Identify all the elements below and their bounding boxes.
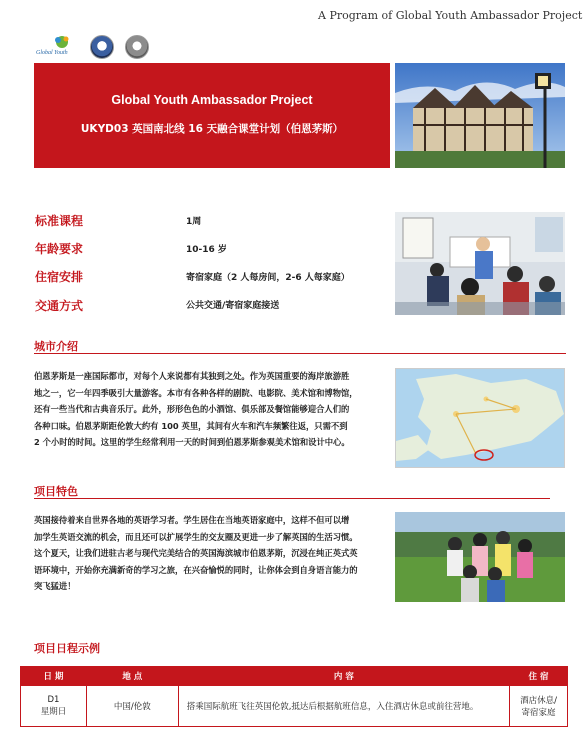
banner-title: Global Youth Ambassador Project xyxy=(111,93,313,107)
city-section-title: 城市介绍 xyxy=(34,340,78,353)
schedule-section-title: 项目日程示例 xyxy=(34,642,100,655)
cell-lodging xyxy=(510,686,568,727)
cell-content: 搭乘国际航班飞往英国伦敦,抵达后根据航班信息，入住酒店休息或前往营地。 xyxy=(178,686,509,727)
column-header-content: 内 容 xyxy=(178,667,509,686)
features-section-divider xyxy=(34,498,550,499)
cell-date xyxy=(21,686,87,727)
city-line: 各种口味。伯恩茅斯距伦敦大约有 100 英里，其间有火车和汽车频繁往返，只需不到 xyxy=(34,420,348,431)
column-header-place: 地 点 xyxy=(86,667,178,686)
info-value-lodging: 寄宿家庭（2 人每房间，2-6 人每家庭） xyxy=(186,273,350,283)
features-line: 加学生英语交流的机会，而且还可以扩展学生的交友圈及更进一步了解英国的生活习惯。 xyxy=(34,531,358,542)
uk-map-image xyxy=(395,368,565,468)
students-group-photo xyxy=(395,512,565,602)
features-line: 语环境中，开始你充满新奇的学习之旅，在兴奋愉悦的同时，让你体会到自身语言能力的 xyxy=(34,564,358,575)
features-section-title: 项目特色 xyxy=(34,485,78,498)
city-line: 还有一些当代和古典音乐厅。此外，形形色色的小酒馆、俱乐部及餐馆能够迎合人们的 xyxy=(34,404,350,414)
features-line: 突飞猛进！ xyxy=(34,581,76,591)
banner-subtitle: UKYD03 英国南北线 16 天融合课堂计划（伯恩茅斯） xyxy=(80,123,344,135)
column-header-date: 日 期 xyxy=(21,667,87,686)
cell-place: 中国/伦敦 xyxy=(86,686,178,727)
city-section-divider xyxy=(34,353,566,354)
lodging-line: 寄宿家庭 xyxy=(521,708,556,718)
city-line: 伯恩茅斯是一座国际都市，对每个人来说都有其独到之处。作为英国重要的海岸旅游胜 xyxy=(34,371,350,381)
city-line: 2 个小时的时间。这里的学生经常利用一天的时间到伯恩茅斯参观美术馆和设计中心。 xyxy=(34,437,350,447)
city-description xyxy=(34,368,390,451)
schedule-table xyxy=(20,666,568,727)
day-number: D1 xyxy=(47,695,60,705)
accreditation-seal-icon xyxy=(125,35,149,59)
info-label-course: 标准课程 xyxy=(35,214,84,228)
column-header-lodging: 住 宿 xyxy=(510,667,568,686)
info-label-age: 年龄要求 xyxy=(35,242,84,256)
info-value-course: 1周 xyxy=(186,217,202,227)
table-row xyxy=(21,686,568,727)
features-line: 这个夏天，让我们进驻古老与现代完美结合的英国海滨城市伯恩茅斯，沉浸在纯正英式英 xyxy=(34,548,358,558)
program-tagline: A Program of Global Youth Ambassador Project xyxy=(318,9,583,22)
city-line: 地之一，它一年四季吸引大量游客。本市有各种各样的剧院、电影院、美术馆和博物馆， xyxy=(34,387,358,398)
info-value-age: 10-16 岁 xyxy=(186,245,227,255)
svg-text:Global Youth: Global Youth xyxy=(36,50,68,56)
global-youth-logo xyxy=(35,34,73,58)
weekday: 星期日 xyxy=(40,707,67,717)
tudor-house-photo xyxy=(395,63,565,168)
partner-seal-icon xyxy=(90,35,114,59)
features-line: 英国接待着来自世界各地的英语学习者。学生居住在当地英语家庭中，这样不但可以增 xyxy=(34,515,350,525)
features-description xyxy=(34,512,390,595)
info-value-transport: 公共交通/寄宿家庭接送 xyxy=(186,301,280,311)
info-label-transport: 交通方式 xyxy=(35,299,84,313)
info-label-lodging: 住宿安排 xyxy=(35,270,84,284)
title-banner xyxy=(34,63,390,168)
schedule-header-row xyxy=(21,667,568,686)
lodging-line: 酒店休息/ xyxy=(520,696,557,706)
classroom-photo xyxy=(395,212,565,315)
